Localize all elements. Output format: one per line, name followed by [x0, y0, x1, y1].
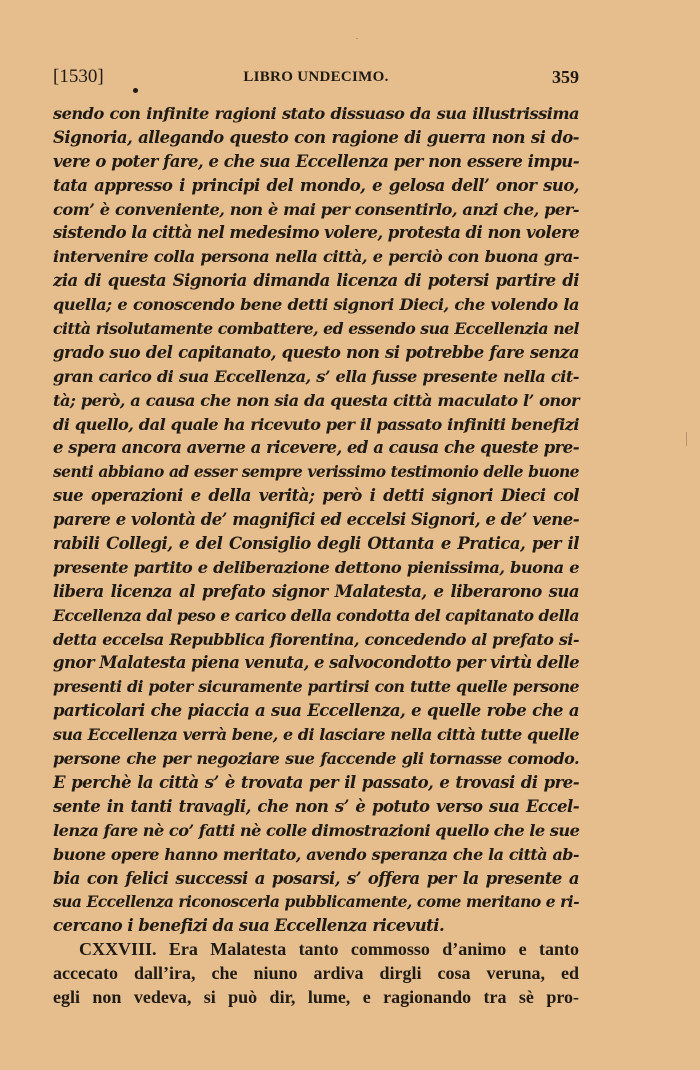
- text-line: sente in tanti travagli, che non s’ è potuto verso sua Eccel-: [53, 796, 579, 816]
- text-line: vere o poter fare, e che sua Eccellenza per non essere impu-: [53, 151, 579, 171]
- text-line: sua Eccellenza verrà bene, e di lasciare nella città tutte quelle: [53, 725, 579, 745]
- text-line: gran carico di sua Eccellenza, s’ ella fusse presente nella cit-: [53, 366, 579, 386]
- text-line: parere e volontà de’ magnifici ed eccelsi Signori, e de’ vene-: [53, 510, 579, 530]
- paper-speck: [356, 38, 358, 39]
- text-line: tata appresso i principi del mondo, e gelosa dell’ onor suo,: [53, 175, 579, 195]
- header-year: [1530]: [53, 66, 104, 87]
- text-line: lenza fare nè co’ fatti nè colle dimostrazioni quello che le sue: [53, 820, 580, 840]
- ink-dot: [133, 88, 138, 93]
- text-line: sua Eccellenza riconoscerla pubblicamente, come meritano e ri-: [53, 892, 579, 912]
- header-title: LIBRO UNDECIMO.: [243, 69, 389, 85]
- text-line: rabili Collegi, e del Consiglio degli Ottanta e Pratica, per il: [53, 534, 579, 554]
- text-line: sue operazioni e della verità; però i detti signori Dieci col: [53, 486, 579, 506]
- text-line: senti abbiano ad esser sempre verissimo testimonio delle buone: [53, 462, 579, 482]
- text-line: intervenire colla persona nella città, e perciò con buona gra-: [53, 247, 579, 267]
- paragraph-line: accecato dall’ira, che niuno ardiva dirgli cosa veruna, ed: [53, 963, 579, 984]
- text-line: Signoria, allegando questo con ragione di guerra non si do-: [53, 127, 579, 147]
- text-line: com’ è conveniente, non è mai per consentirlo, anzi che, per-: [53, 199, 579, 219]
- page-number: 359: [552, 67, 579, 87]
- text-line: zia di questa Signoria dimanda licenza di potersi partire di: [53, 271, 579, 291]
- text-line: particolari che piaccia a sua Eccellenza, e quelle robe che a: [53, 701, 579, 721]
- text-line: gnor Malatesta piena venuta, e salvocondotto per virtù delle: [53, 653, 580, 673]
- margin-mark: [686, 432, 687, 446]
- body-text: [53, 102, 579, 1010]
- text-line: Eccellenza dal peso e carico della condotta del capitanato della: [53, 605, 579, 625]
- text-line: detta eccelsa Repubblica fiorentina, concedendo al prefato si-: [53, 629, 579, 649]
- text-line: buone opere hanno meritato, avendo speranza che la città ab-: [53, 844, 579, 864]
- text-line: presente partito e deliberazione dettono pienissima, buona e: [53, 557, 579, 577]
- text-line: città risolutamente combattere, ed essendo sua Eccellenzia nel: [53, 319, 579, 339]
- text-line: sistendo la città nel medesimo volere, protesta di non volere: [53, 223, 580, 243]
- text-line: libera licenza al prefato signor Malatesta, e liberarono sua: [53, 581, 579, 601]
- paragraph-line: CXXVIII. Era Malatesta tanto commosso d’animo e tanto: [79, 939, 579, 960]
- text-line: persone che per negoziare sue faccende gli tornasse comodo.: [53, 749, 579, 769]
- text-line: tà; però, a causa che non sia da questa città maculato l’ onor: [53, 390, 579, 410]
- text-line: E perchè la città s’ è trovata per il passato, e trovasi di pre-: [53, 772, 579, 792]
- text-line: cercano i benefizi da sua Eccellenza ricevuti.: [53, 916, 445, 936]
- text-line: quella; e conoscendo bene detti signori Dieci, che volendo la: [53, 295, 579, 315]
- text-line: bia con felici successi a posarsi, s’ offera per la presente a: [53, 868, 579, 888]
- text-line: grado suo del capitanato, questo non si potrebbe fare senza: [53, 342, 579, 362]
- running-header: [53, 66, 579, 94]
- paragraph-line: egli non vedeva, si può dir, lume, e ragionando tra sè pro-: [53, 986, 579, 1007]
- text-line: di quello, dal quale ha ricevuto per il passato infiniti benefizi: [53, 414, 579, 434]
- text-line: e spera ancora averne a ricevere, ed a causa che queste pre-: [53, 438, 579, 458]
- text-line: sendo con infinite ragioni stato dissuaso da sua illustrissima: [53, 104, 579, 123]
- text-line: presenti di poter sicuramente partirsi con tutte quelle persone: [53, 677, 579, 697]
